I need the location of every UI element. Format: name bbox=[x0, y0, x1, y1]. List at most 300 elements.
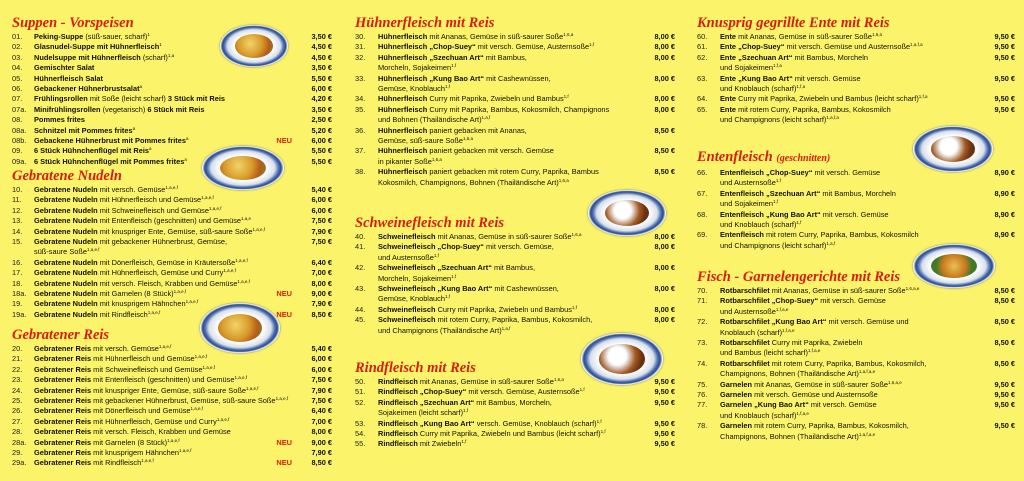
section-ente bbox=[697, 14, 1015, 126]
item-number bbox=[697, 348, 720, 358]
allergen-codes: 1,f,a bbox=[796, 84, 806, 90]
item-detail: und Knoblauch (scharf) bbox=[720, 84, 797, 94]
item-name: Entenfleisch „Szechuan Art“ bbox=[720, 188, 821, 198]
item-price: 3,50 € bbox=[311, 63, 332, 73]
item-name: Ente bbox=[720, 104, 737, 114]
item-name: Garnelen „Kung Bao Art“ bbox=[720, 400, 809, 410]
section-title: Rindfleisch mit Reis bbox=[355, 360, 476, 376]
menu-item-row bbox=[12, 247, 332, 257]
item-description bbox=[720, 178, 979, 188]
item-detail: mit rotem Curry, Paprika, Bambus, Kokosmilch bbox=[736, 104, 891, 114]
item-number: 28. bbox=[12, 427, 23, 437]
menu-item-row bbox=[12, 115, 332, 125]
item-name: Entenfleisch „Chop-Suey“ bbox=[720, 168, 813, 177]
item-name: Hühnerfleisch bbox=[378, 125, 428, 135]
item-name: Ente „Szechuan Art“ bbox=[720, 52, 793, 62]
section-reis bbox=[12, 326, 332, 469]
item-name: Schweinefleisch bbox=[378, 315, 436, 325]
allergen-codes: 1 bbox=[147, 32, 150, 37]
item-price: 4,50 € bbox=[311, 52, 332, 62]
item-name: Schnitzel mit Pommes frites bbox=[34, 125, 133, 135]
item-detail: und Austernsoße bbox=[720, 178, 776, 188]
item-description bbox=[34, 458, 296, 468]
item-number bbox=[355, 408, 378, 418]
menu-item-row bbox=[697, 411, 1015, 421]
item-name: Schweinefleisch „Kung Bao Art“ bbox=[378, 284, 493, 294]
item-detail: süß-saure Soße bbox=[34, 247, 87, 257]
menu-item-row bbox=[12, 195, 332, 205]
item-detail: mit versch. Fleisch, Krabben und Gemüse bbox=[91, 427, 231, 437]
item-number: 29. bbox=[12, 448, 23, 458]
item-list bbox=[697, 32, 1015, 126]
item-description bbox=[378, 146, 639, 156]
item-description bbox=[720, 348, 979, 358]
item-price: 8,90 € bbox=[994, 168, 1015, 177]
item-price: 6,00 € bbox=[311, 354, 332, 364]
menu-item-row bbox=[12, 258, 332, 268]
item-number: 25. bbox=[12, 396, 23, 406]
item-price bbox=[639, 274, 675, 284]
item-detail: und Sojakeimen bbox=[720, 63, 774, 73]
item-description bbox=[34, 279, 296, 289]
item-name: Rindfleisch bbox=[378, 439, 418, 449]
item-detail: mit Ananas, Gemüse in süß-saurer Soße bbox=[752, 379, 889, 389]
item-detail: Gemüse, süß-saure Soße bbox=[378, 136, 464, 146]
allergen-codes: 1,a,e,f bbox=[234, 375, 247, 381]
item-name: Gebratene Nudeln bbox=[34, 257, 98, 267]
menu-item-row bbox=[12, 310, 332, 320]
item-detail: in pikanter Soße bbox=[378, 156, 432, 166]
item-detail: Curry mit Paprika, Bambus, Kokosmilch, Champignons bbox=[427, 104, 610, 114]
item-name: Hühnerfleisch Salat bbox=[34, 73, 103, 83]
menu-item-row bbox=[355, 32, 675, 42]
menu-item-row bbox=[12, 427, 332, 437]
menu-item-row bbox=[355, 42, 675, 52]
menu-item-row bbox=[697, 307, 1015, 317]
item-price: 7,90 € bbox=[311, 299, 332, 309]
item-description bbox=[720, 328, 979, 338]
item-price: 9,50 € bbox=[654, 377, 675, 386]
item-name: Garnelen bbox=[720, 421, 753, 431]
menu-item-row bbox=[697, 338, 1015, 348]
section-nudeln bbox=[12, 167, 332, 320]
item-detail: (scharf) bbox=[140, 52, 168, 62]
item-price bbox=[979, 199, 1015, 209]
item-price bbox=[979, 220, 1015, 230]
item-detail: mit Bambus, bbox=[483, 52, 527, 62]
menu-item-row bbox=[697, 348, 1015, 358]
item-number: 41. bbox=[355, 242, 366, 252]
item-price: 4,20 € bbox=[311, 94, 332, 104]
item-number: 09a. bbox=[12, 156, 27, 166]
allergen-codes: 1,a,e,f bbox=[147, 309, 161, 315]
item-description bbox=[720, 74, 979, 84]
item-price: 8,00 € bbox=[654, 52, 675, 62]
item-detail: mit rotem Curry, Paprika, Bambus, Kokosmilch, bbox=[752, 421, 909, 431]
menu-item-row bbox=[355, 274, 675, 284]
item-detail: und Bohnen (Thailändische Art) bbox=[378, 115, 482, 125]
allergen-codes: 1,a,e,f bbox=[141, 458, 154, 464]
item-detail: mit Entenfleisch (geschnitten) und Gemüse bbox=[97, 216, 242, 226]
item-name: Ente „Chop-Suey“ bbox=[720, 42, 785, 52]
item-number bbox=[697, 307, 720, 317]
item-price bbox=[979, 241, 1015, 251]
item-name: Entenfleisch „Kung Bao Art“ bbox=[720, 209, 821, 219]
section-huhn bbox=[355, 14, 675, 188]
item-number: 13. bbox=[12, 216, 23, 226]
item-name: Gebratene Nudeln bbox=[34, 226, 98, 236]
item-name: Gebratener Reis bbox=[34, 344, 92, 353]
item-number: 07a. bbox=[12, 104, 27, 114]
item-detail: Curry mit Paprika, Zwiebeln und Bambus bbox=[435, 304, 572, 314]
item-number: 27. bbox=[12, 416, 23, 426]
item-price: 8,50 € bbox=[654, 125, 675, 135]
item-price: 8,00 € bbox=[654, 263, 675, 273]
item-name: Gebratene Nudeln bbox=[34, 237, 98, 247]
item-number: 14. bbox=[12, 226, 23, 236]
menu-item-row bbox=[355, 115, 675, 125]
item-number: 74. bbox=[697, 358, 708, 368]
allergen-codes: 1,a,e,f bbox=[173, 289, 187, 295]
item-detail: mit versch. Fleisch, Krabben und Gemüse bbox=[97, 278, 238, 288]
item-detail: mit versch. Gemüse bbox=[820, 209, 889, 219]
item-detail: mit versch. Gemüse bbox=[818, 296, 886, 306]
menu-item-row bbox=[12, 438, 332, 448]
item-price bbox=[639, 84, 675, 94]
item-number: 54. bbox=[355, 429, 366, 439]
item-price: 3,50 € bbox=[311, 104, 332, 114]
item-description bbox=[34, 375, 296, 385]
item-number: 78. bbox=[697, 421, 708, 431]
item-name: Hühnerfleisch bbox=[378, 32, 428, 41]
item-number bbox=[355, 84, 378, 94]
item-detail: und Sojakeimen bbox=[720, 199, 774, 209]
menu-item-row bbox=[12, 136, 332, 146]
item-number: 70. bbox=[697, 286, 708, 295]
allergen-codes: 1,a,e,f bbox=[208, 205, 222, 211]
allergen-codes: a bbox=[139, 84, 143, 90]
item-detail: und Austernsoße bbox=[720, 306, 776, 316]
item-price: 9,50 € bbox=[994, 94, 1015, 104]
item-detail: (süß-sauer, scharf) bbox=[83, 32, 148, 41]
item-price: 8,90 € bbox=[994, 188, 1015, 198]
item-portion: 6 Stück mit Reis bbox=[147, 104, 205, 114]
item-price: 6,00 € bbox=[311, 364, 332, 374]
item-detail: mit Entenfleisch (geschnitten) und Gemüse bbox=[91, 375, 235, 385]
item-description bbox=[378, 126, 639, 136]
item-number: 08. bbox=[12, 115, 23, 125]
item-name: Hühnerfleisch bbox=[378, 94, 428, 104]
item-detail: Curry mit Paprika, Zwiebeln und Bambus (leicht scharf) bbox=[736, 94, 919, 104]
item-description bbox=[34, 417, 296, 427]
item-description bbox=[34, 396, 296, 406]
item-price bbox=[639, 178, 675, 188]
item-description bbox=[378, 136, 639, 146]
item-name: Rotbarschfilet bbox=[720, 358, 770, 368]
item-name: Schweinefleisch „Chop-Suey“ bbox=[378, 242, 484, 252]
item-name: Gebratener Reis bbox=[34, 416, 92, 426]
item-number bbox=[697, 63, 720, 73]
item-name: Gebratener Reis bbox=[34, 448, 92, 458]
allergen-codes: a bbox=[132, 125, 136, 131]
item-number: 32. bbox=[355, 52, 366, 62]
fish-plate-icon bbox=[913, 244, 995, 288]
item-name: Rindfleisch „Kung Bao Art“ bbox=[378, 418, 475, 428]
item-number: 18. bbox=[12, 278, 23, 288]
item-number: 68. bbox=[697, 209, 708, 219]
menu-item-row bbox=[12, 126, 332, 136]
item-name: Gemischter Salat bbox=[34, 63, 95, 73]
item-detail: Champignons, Bohnen (Thailändische Art) bbox=[720, 369, 859, 379]
item-number: 62. bbox=[697, 52, 708, 62]
item-price: 8,90 € bbox=[994, 209, 1015, 219]
allergen-codes: 1,a,e,f bbox=[194, 354, 208, 360]
item-number: 02. bbox=[12, 42, 23, 52]
allergen-codes: 1,a,e,f bbox=[190, 406, 204, 412]
menu-item-row bbox=[355, 315, 675, 325]
allergen-codes: 1,a,e,f bbox=[167, 437, 180, 443]
item-number: 63. bbox=[697, 73, 708, 83]
item-description bbox=[378, 63, 639, 73]
item-description bbox=[720, 189, 979, 199]
item-description bbox=[720, 296, 979, 306]
menu-item-row bbox=[12, 448, 332, 458]
item-description bbox=[720, 307, 979, 317]
allergen-codes: 1,a,f,a,e bbox=[858, 431, 876, 437]
item-number: 04. bbox=[12, 63, 23, 73]
item-price bbox=[639, 115, 675, 125]
allergen-codes: 1,a bbox=[167, 52, 175, 58]
menu-item-row bbox=[355, 94, 675, 104]
item-detail: mit rotem Curry, Paprika, Bambus, Kokosmilch bbox=[763, 230, 919, 240]
item-price: 7,90 € bbox=[311, 385, 332, 395]
item-price: 9,00 € bbox=[311, 289, 332, 299]
item-detail: mit Garnelen (8 Stück) bbox=[97, 289, 174, 299]
item-price: 6,00 € bbox=[311, 136, 332, 146]
menu-column-2 bbox=[355, 0, 675, 481]
item-name: Hühnerfleisch bbox=[378, 104, 428, 114]
item-detail: mit versch. Gemüse, Austernsoße bbox=[466, 387, 580, 397]
allergen-codes: 1,a,e,f bbox=[201, 195, 214, 201]
menu-item-row bbox=[12, 279, 332, 289]
menu-item-row bbox=[355, 105, 675, 115]
item-description bbox=[378, 42, 639, 52]
item-price: 7,00 € bbox=[311, 268, 332, 278]
item-name: Hühnerfleisch „Chop-Suey“ bbox=[378, 42, 476, 52]
item-detail: mit gebackener Hühnerbrust, Gemüse, bbox=[97, 237, 228, 247]
item-price: 5,50 € bbox=[311, 146, 332, 156]
allergen-codes: 1,f bbox=[596, 418, 602, 424]
item-price: 9,50 € bbox=[994, 42, 1015, 52]
item-detail: und Knoblauch (scharf) bbox=[720, 410, 797, 420]
allergen-codes: 1,a,f,a,e bbox=[858, 369, 876, 375]
menu-item-row bbox=[697, 220, 1015, 230]
item-name: Ente bbox=[720, 32, 737, 41]
item-description bbox=[34, 126, 296, 136]
item-detail: mit versch. Gemüse bbox=[91, 344, 159, 353]
section-title: Knusprig gegrillte Ente mit Reis bbox=[697, 15, 890, 31]
menu-item-row bbox=[697, 105, 1015, 115]
item-price: 9,00 € bbox=[311, 437, 332, 447]
item-name: Schweinefleisch „Szechuan Art“ bbox=[378, 263, 492, 273]
item-description bbox=[34, 268, 296, 278]
item-number bbox=[355, 253, 378, 263]
allergen-codes: 1,f bbox=[600, 429, 606, 435]
item-detail: Curry mit Paprika, Zwiebeln und Bambus (leicht scharf) bbox=[417, 429, 601, 439]
item-description bbox=[720, 286, 979, 296]
menu-item-row bbox=[697, 178, 1015, 188]
item-detail: mit versch. Gemüse und bbox=[826, 317, 909, 327]
item-description bbox=[720, 432, 979, 442]
item-number bbox=[697, 411, 720, 421]
item-number: 66. bbox=[697, 168, 708, 177]
item-price: 5,50 € bbox=[311, 156, 332, 166]
allergen-codes: 1,f,a,e bbox=[796, 410, 809, 416]
item-number: 19. bbox=[12, 299, 23, 309]
item-detail: mit Schweinefleisch und Gemüse bbox=[97, 205, 209, 215]
item-detail: mit versch. Gemüse bbox=[792, 73, 861, 83]
item-description bbox=[34, 94, 296, 104]
item-number: 40. bbox=[355, 232, 366, 241]
allergen-codes: 1,6,a bbox=[553, 377, 564, 382]
allergen-codes: 1,f,a,e bbox=[807, 348, 821, 354]
item-price bbox=[979, 307, 1015, 317]
item-price: 5,20 € bbox=[311, 125, 332, 135]
allergen-codes: 1,a,e,f bbox=[237, 278, 250, 284]
item-detail: mit Hühnerfleisch, Gemüse und Curry bbox=[91, 416, 217, 426]
item-detail: Knoblauch (scharf) bbox=[720, 327, 783, 337]
item-description bbox=[34, 406, 296, 416]
section-title: Fisch - Garnelengerichte mit Reis bbox=[697, 269, 900, 285]
item-description bbox=[378, 178, 639, 188]
item-description bbox=[378, 232, 639, 242]
item-price: 7,90 € bbox=[311, 226, 332, 236]
item-name: Hühnerfleisch „Szechuan Art“ bbox=[378, 52, 484, 62]
item-number: 23. bbox=[12, 375, 23, 385]
item-list bbox=[355, 377, 675, 450]
item-number: 11. bbox=[12, 195, 22, 205]
item-detail: paniert gebacken mit versch. Gemüse bbox=[427, 146, 554, 156]
item-number: 15. bbox=[12, 237, 23, 247]
item-name: Ente bbox=[720, 94, 737, 104]
new-badge: NEU bbox=[276, 136, 292, 146]
item-detail: mit Cashewnüssen, bbox=[484, 73, 551, 83]
item-name: Hühnerfleisch bbox=[378, 167, 428, 177]
allergen-codes: a bbox=[148, 146, 152, 152]
item-description bbox=[378, 315, 639, 325]
item-number: 75. bbox=[697, 379, 708, 389]
allergen-codes: 1,a,e,f bbox=[158, 344, 172, 349]
item-price: 8,50 € bbox=[994, 358, 1015, 368]
item-description bbox=[720, 84, 979, 94]
item-detail: mit knusprigem Hähnchen bbox=[91, 448, 180, 458]
item-name: Frühlingsrollen bbox=[34, 94, 88, 104]
allergen-codes: 1,f,a,e bbox=[775, 306, 789, 312]
item-description bbox=[34, 386, 296, 396]
item-price: 9,50 € bbox=[994, 400, 1015, 410]
allergen-codes: 1,a,e,f bbox=[275, 396, 289, 402]
allergen-codes: 1,6,a,e bbox=[888, 379, 902, 385]
item-number: 35. bbox=[355, 104, 366, 114]
item-description bbox=[720, 390, 979, 400]
item-price: 9,50 € bbox=[994, 32, 1015, 41]
menu-item-row bbox=[12, 289, 332, 299]
item-price: 8,50 € bbox=[994, 317, 1015, 327]
item-name: Gebackene Hühnerbrust mit Pommes frites bbox=[34, 136, 186, 146]
item-name: Rotbarschfilet bbox=[720, 286, 770, 295]
menu-item-row bbox=[355, 439, 675, 449]
item-number bbox=[697, 199, 720, 209]
menu-item-row bbox=[697, 380, 1015, 390]
item-number bbox=[355, 274, 378, 284]
item-description bbox=[378, 157, 639, 167]
item-description bbox=[378, 105, 639, 115]
item-price: 8,00 € bbox=[654, 104, 675, 114]
allergen-codes: 1,a,e bbox=[241, 216, 252, 222]
item-detail: mit Dönerfleisch, Gemüse in Kräutersoße bbox=[97, 257, 236, 267]
item-price bbox=[979, 369, 1015, 379]
allergen-codes: 1,f bbox=[451, 273, 457, 279]
item-detail: und Austernsoße bbox=[378, 252, 434, 262]
menu-item-row bbox=[355, 146, 675, 156]
item-number: 03. bbox=[12, 52, 23, 62]
item-price: 9,50 € bbox=[654, 418, 675, 428]
allergen-codes: 1,a,e,f bbox=[202, 364, 215, 370]
allergen-codes: a bbox=[184, 156, 187, 162]
item-detail: Gemüse, Knoblauch bbox=[378, 84, 445, 94]
item-detail: mit Garnelen (8 Stück) bbox=[91, 437, 168, 447]
item-description bbox=[34, 74, 296, 84]
item-name: Rindfleisch bbox=[378, 429, 418, 439]
item-detail: Sojakeimen (leicht scharf) bbox=[378, 408, 464, 418]
item-number: 29a. bbox=[12, 458, 27, 468]
item-detail: mit Hühnerfleisch und Gemüse bbox=[97, 195, 202, 205]
item-description bbox=[34, 448, 296, 458]
item-price: 5,50 € bbox=[311, 73, 332, 83]
item-description bbox=[378, 429, 639, 439]
section-title: Gebratene Nudeln bbox=[12, 168, 122, 184]
item-price: 8,50 € bbox=[654, 167, 675, 177]
item-description bbox=[378, 274, 639, 284]
menu-item-row bbox=[12, 417, 332, 427]
fried-rice-plate-icon bbox=[200, 303, 280, 353]
item-detail: mit Rindfleisch bbox=[91, 458, 142, 468]
menu-item-row bbox=[12, 227, 332, 237]
item-number: 20. bbox=[12, 344, 23, 353]
item-detail: mit Dönerfleisch und Gemüse bbox=[91, 406, 191, 416]
menu-item-row bbox=[12, 406, 332, 416]
menu-item-row bbox=[697, 286, 1015, 296]
item-description bbox=[378, 398, 639, 408]
item-detail: Champignons, Bohnen (Thailändische Art) bbox=[720, 431, 859, 441]
allergen-codes: 1 bbox=[159, 42, 162, 48]
item-price: 7,00 € bbox=[311, 416, 332, 426]
item-price bbox=[979, 411, 1015, 421]
item-name: Gebratener Reis bbox=[34, 437, 92, 447]
item-price: 3,50 € bbox=[311, 32, 332, 41]
item-description bbox=[378, 115, 639, 125]
item-detail: mit Ananas, Gemüse in süß-saurer Soße bbox=[435, 232, 572, 241]
item-number: 76. bbox=[697, 390, 708, 400]
item-description bbox=[720, 42, 979, 52]
menu-item-row bbox=[697, 369, 1015, 379]
item-price bbox=[979, 328, 1015, 338]
item-number: 07. bbox=[12, 94, 23, 104]
item-number: 30. bbox=[355, 32, 366, 41]
item-number: 06. bbox=[12, 84, 23, 94]
item-name: Gebratene Nudeln bbox=[34, 185, 98, 194]
section-fisch bbox=[697, 268, 1015, 442]
